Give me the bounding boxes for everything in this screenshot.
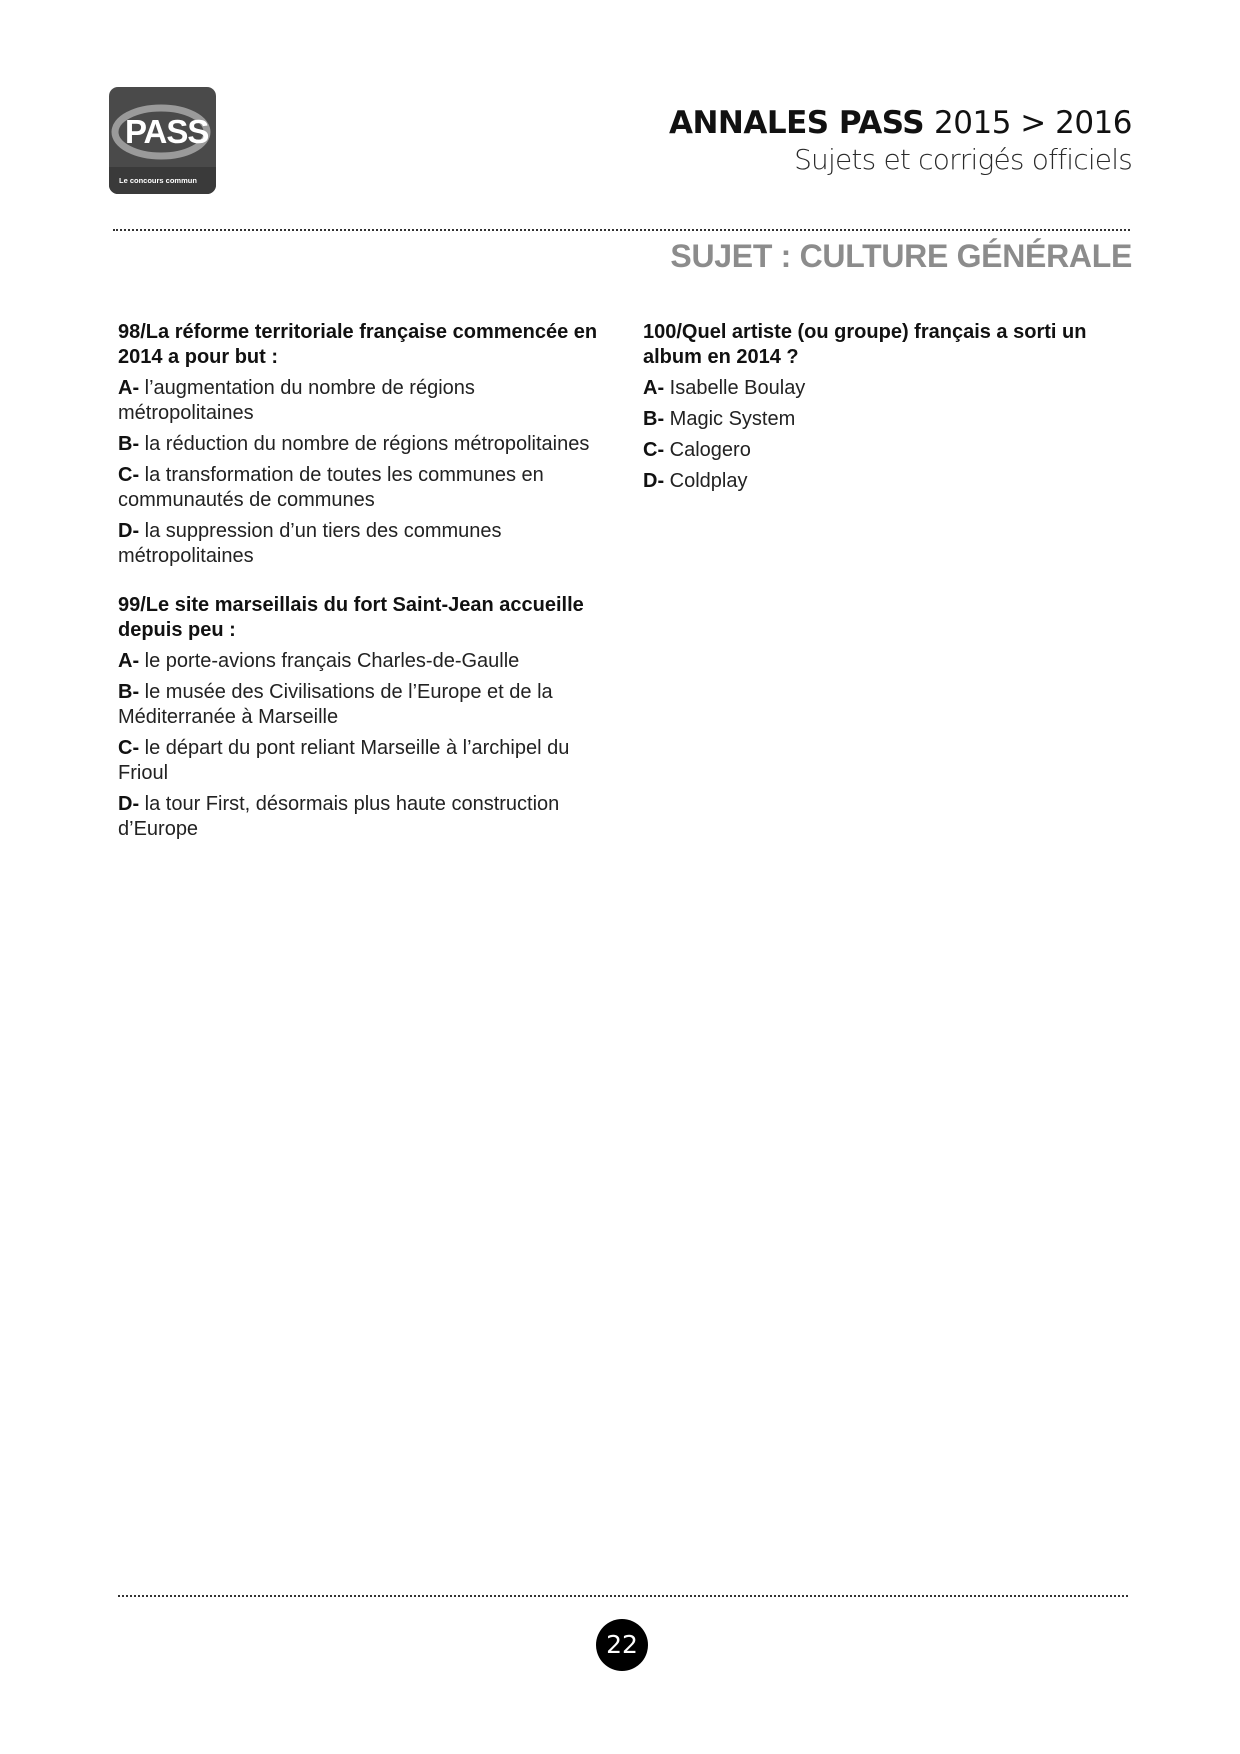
answer-text: la tour First, désormais plus haute construction d’Europe [118, 793, 560, 840]
answer-option [118, 792, 608, 842]
answer-text: le porte-avions français Charles-de-Gaulle [139, 650, 520, 672]
header-brand: ANNALES PASS [668, 105, 925, 141]
question-title: 100/Quel artiste (ou groupe) français a sorti un album en 2014 ? [643, 321, 1087, 368]
left-column [118, 320, 608, 860]
answer-text: Calogero [664, 439, 751, 461]
answer-letter: A- [118, 377, 140, 399]
answer-option [643, 407, 1133, 432]
answer-text: la suppression d’un tiers des communes métropolitaines [118, 520, 502, 567]
header-divider [113, 229, 1130, 231]
answer-option [118, 649, 608, 674]
page-number: 22 [596, 1619, 648, 1671]
answer-text: Magic System [664, 408, 796, 430]
section-title: SUJET : CULTURE GÉNÉRALE [670, 238, 1132, 274]
answer-option [118, 736, 608, 786]
answer-option [643, 376, 1133, 401]
answer-option [643, 469, 1133, 494]
answer-letter: B- [118, 433, 140, 455]
answer-text: le départ du pont reliant Marseille à l’archipel du Frioul [118, 737, 570, 784]
pass-logo [109, 87, 216, 194]
question-100 [643, 320, 1133, 494]
answer-letter: A- [118, 650, 140, 672]
answer-letter: B- [118, 681, 140, 703]
header-years: 2015 > 2016 [934, 105, 1132, 141]
answer-option [118, 432, 608, 457]
question-title: 98/La réforme territoriale française commencée en 2014 a pour but : [118, 321, 598, 368]
answer-letter: A- [643, 377, 665, 399]
logo-tagline: Le concours commun [119, 176, 197, 185]
answer-option [643, 438, 1133, 463]
answer-letter: C- [118, 737, 140, 759]
answer-text: l’augmentation du nombre de régions métropolitaines [118, 377, 475, 424]
answer-letter: B- [643, 408, 665, 430]
answer-letter: C- [118, 464, 140, 486]
footer-divider [118, 1595, 1128, 1597]
answer-letter: D- [118, 793, 140, 815]
header-title [669, 103, 1132, 143]
header-subtitle: Sujets et corrigés officiels [794, 143, 1132, 176]
answer-text: le musée des Civilisations de l’Europe et de la Méditerranée à Marseille [118, 681, 553, 728]
question-98 [118, 320, 608, 569]
answer-text: la transformation de toutes les communes en communautés de communes [118, 464, 544, 511]
answer-option [118, 463, 608, 513]
answer-option [118, 680, 608, 730]
answer-letter: D- [643, 470, 665, 492]
question-99 [118, 593, 608, 842]
answer-option [118, 519, 608, 569]
answer-letter: D- [118, 520, 140, 542]
right-column [643, 320, 1133, 512]
question-title: 99/Le site marseillais du fort Saint-Jean accueille depuis peu : [118, 594, 584, 641]
answer-option [118, 376, 608, 426]
answer-text: Isabelle Boulay [664, 377, 806, 399]
answer-letter: C- [643, 439, 665, 461]
answer-text: la réduction du nombre de régions métropolitaines [139, 433, 590, 455]
answer-text: Coldplay [664, 470, 748, 492]
logo-wordmark: PASS [125, 113, 209, 150]
